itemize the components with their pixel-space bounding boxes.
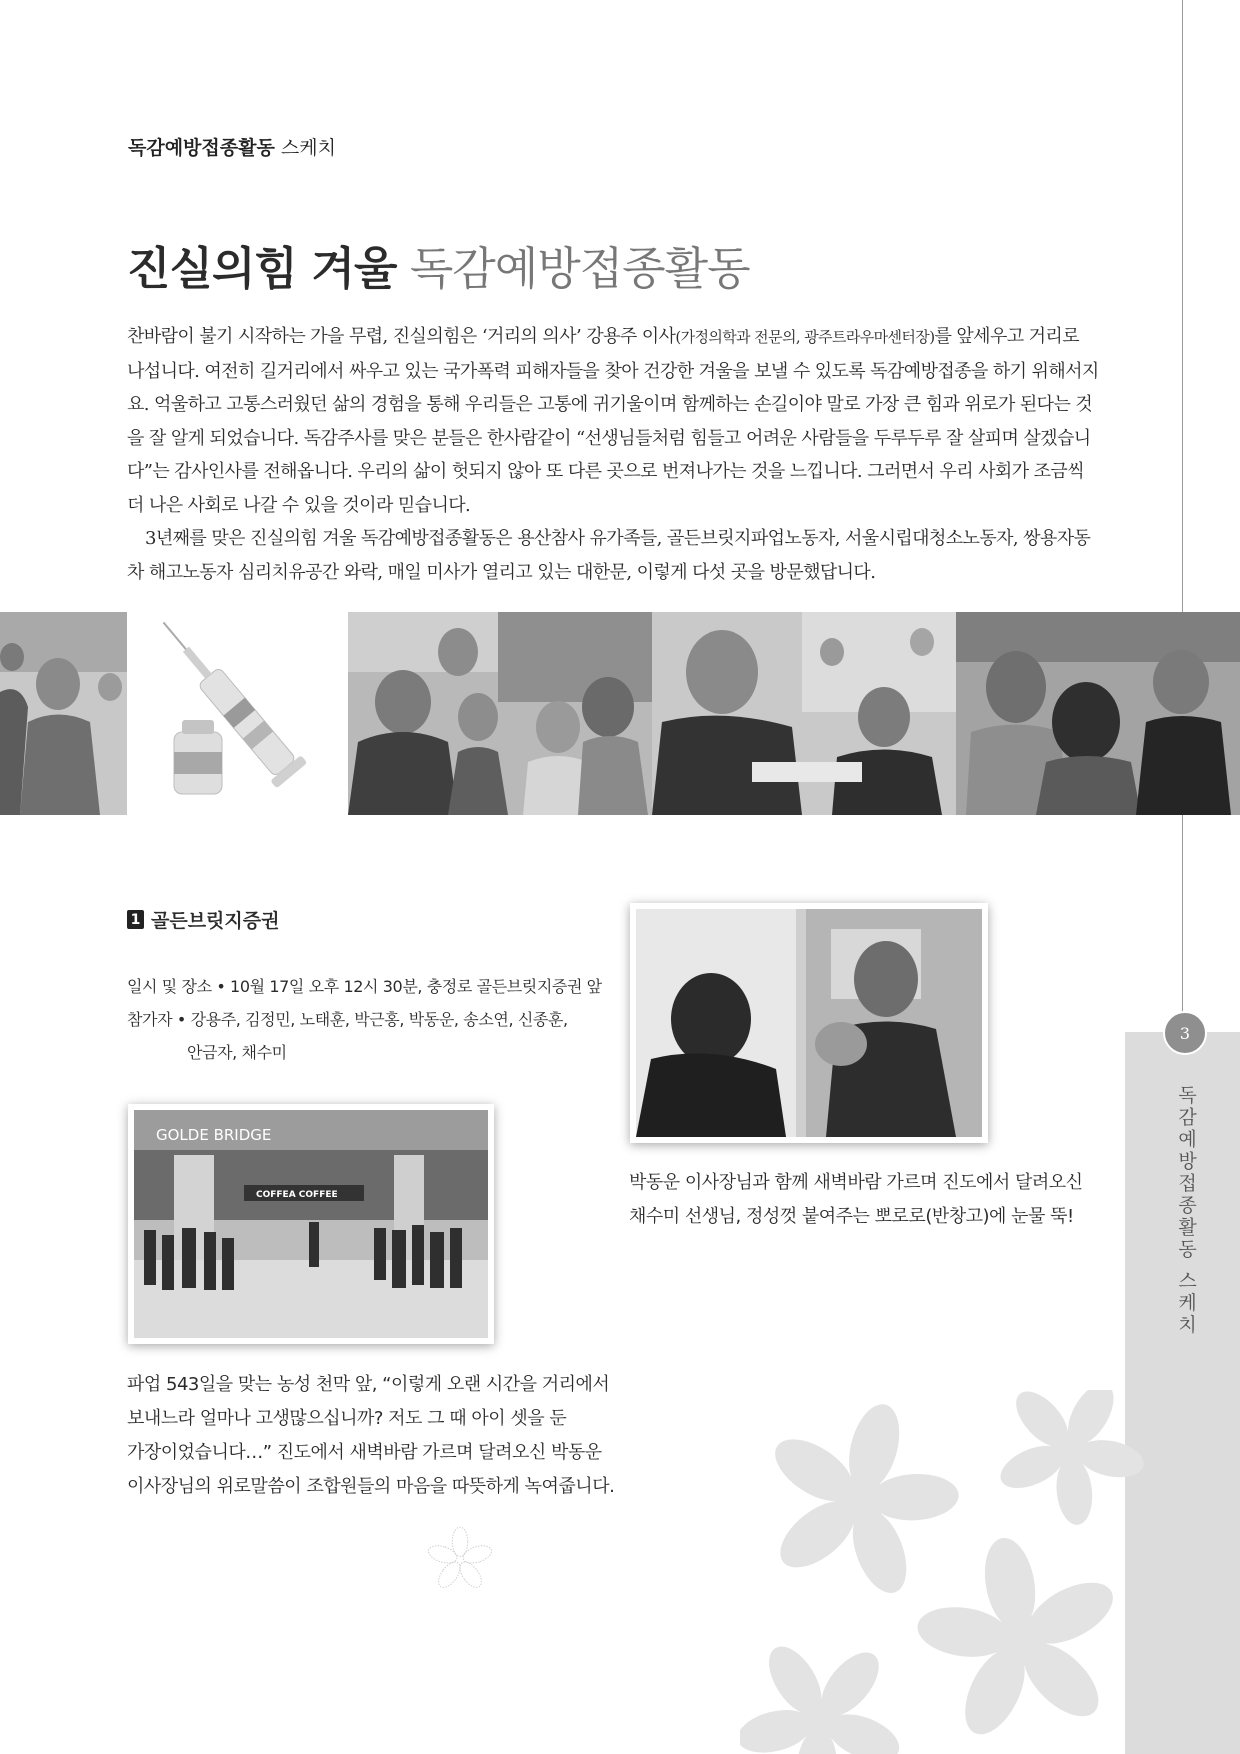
intro-p1-note: (가정의학과 전문의, 광주트라우마센터장) [675, 328, 935, 346]
section-label-rest: 스케치 [280, 137, 336, 159]
photo-strip [0, 612, 1240, 815]
photo-vaccination-woman [0, 612, 127, 815]
caption-left-line: 가장이었습니다…” 진도에서 새벽바람 가르며 달려오신 박동운 [127, 1442, 602, 1463]
photo-vaccination-closeup [630, 903, 988, 1143]
page-title [127, 232, 750, 297]
photo-golden-bridge-rally [128, 1104, 494, 1344]
caption-right-line: 채수미 선생님, 정성껏 붙여주는 뽀로로(반창고)에 눈물 뚝! [629, 1206, 1074, 1227]
intro-p1-a: 찬바람이 불기 시작하는 가을 무렵, 진실의힘은 ‘거리의 의사’ 강용주 이사 [127, 326, 676, 347]
syringe-illustration [127, 612, 348, 815]
caption-left-line: 보내느라 얼마나 고생많으십니까? 저도 그 때 아이 셋을 둔 [127, 1408, 567, 1429]
info-participants-cont: 안금자, 채수미 [187, 1043, 287, 1062]
caption-right [629, 1166, 1109, 1234]
section-label [128, 133, 336, 160]
vaccination-photo-image [636, 909, 982, 1137]
intro-paragraph-1 [127, 320, 1099, 522]
rally-photo-cafe-sign: COFFEA COFFEE [256, 1190, 338, 1200]
intro-text [127, 320, 1099, 589]
rally-photo-sign: GOLDE BRIDGE [156, 1126, 272, 1144]
caption-left-line: 파업 543일을 맞는 농성 천막 앞, “이렇게 오랜 시간을 거리에서 [127, 1374, 610, 1395]
caption-left-line: 이사장님의 위로말씀이 조합원들의 마음을 따뜻하게 녹여줍니다. [127, 1476, 615, 1497]
page-title-light: 독감예방접종활동 [409, 242, 750, 295]
caption-left [127, 1368, 627, 1504]
small-flower-outline [420, 1520, 500, 1600]
page-number: 3 [1163, 1011, 1207, 1055]
caption-right-line: 박동운 이사장님과 함께 새벽바람 가르며 진도에서 달려오신 [629, 1172, 1083, 1193]
section-number-badge: 1 [127, 910, 144, 929]
photo-doctor-vaccinating [956, 612, 1240, 815]
section-label-bold: 독감예방접종활동 [128, 137, 275, 159]
rally-photo-image [134, 1110, 488, 1338]
event-info [127, 970, 602, 1069]
flower-decoration [740, 1390, 1240, 1754]
intro-paragraph-2: 3년째를 맞은 진실의힘 겨울 독감예방접종활동은 용산참사 유가족들, 골든브릿지파업노동자, 서울시립대청소노동자, 쌍용자동차 해고노동자 심리치유공간 와락, 매일 미사가 열리고 있는 대한문, 이렇게 다섯 곳을 방문했답니다. [127, 528, 1091, 583]
info-participants: 참가자 • 강용주, 김정민, 노태훈, 박근홍, 박동운, 송소연, 신종훈, [127, 1010, 568, 1029]
photo-woman-receiving-shot [652, 612, 956, 815]
section-1-title: 골든브릿지증권 [151, 910, 280, 932]
info-datetime-place: 일시 및 장소 • 10월 17일 오후 12시 30분, 충정로 골든브릿지증권 앞 [127, 977, 602, 996]
vertical-section-title: 독감예방접종활동 스케치 [1175, 1085, 1197, 1337]
margin-rule [1182, 0, 1183, 1030]
intro-p1-b: 를 앞세우고 거리로 나섭니다. 여전히 길거리에서 싸우고 있는 국가폭력 피해자들을 찾아 건강한 겨울을 보낼 수 있도록 독감예방접종을 하기 위해서지요. 억울하고 고통스러웠던 삶의 경험을 통해 우리들은 고통에 귀기울이며 함께하는 손길이야 말로 가장 큰 힘과 위로가 된다는 것을 잘 알게 되었습니다. 독감주사를 맞은 분들은 한사람같이 “선생님들처럼 힘들고 어려운 사람들을 두루두루 잘 살피며 살겠습니다”는 감사인사를 전해옵니다. 우리의 삶이 헛되지 않아 또 다른 곳으로 번져나가는 것을 느낍니다. 그러면서 우리 사회가 조금씩 더 나은 사회로 나갈 수 있을 것이라 믿습니다. [127, 326, 1099, 516]
page-title-bold: 진실의힘 겨울 [127, 242, 397, 295]
photo-doctor-with-children [348, 612, 652, 815]
section-1-heading [127, 906, 279, 933]
